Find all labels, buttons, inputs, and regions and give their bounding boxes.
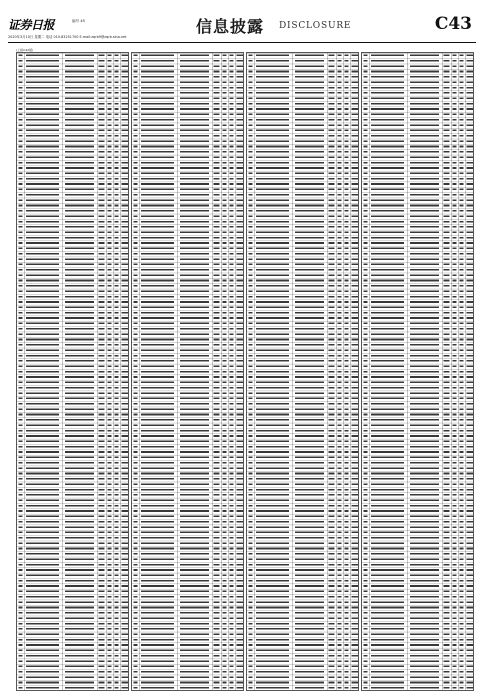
page-number: C43 xyxy=(434,14,472,34)
masthead-rule xyxy=(8,42,476,43)
section-subtitle: DISCLOSURE xyxy=(279,21,352,31)
continued-caption: (上接C42版) xyxy=(16,48,34,52)
table-column-4 xyxy=(361,52,474,691)
newspaper-logo: 证券日报 xyxy=(8,18,55,32)
section-title: 信息披露 xyxy=(196,17,265,36)
table-column-3 xyxy=(246,52,359,691)
disclosure-table xyxy=(16,52,474,691)
issue-meta: 编号 45 xyxy=(72,19,85,23)
date-line: 2020年3月10日 星期二 电话 010-83251700 E-mail:zqrb9@zqrb.sina.net xyxy=(8,35,127,39)
table-column-1 xyxy=(16,52,129,691)
table-column-2 xyxy=(131,52,244,691)
masthead xyxy=(0,0,484,42)
